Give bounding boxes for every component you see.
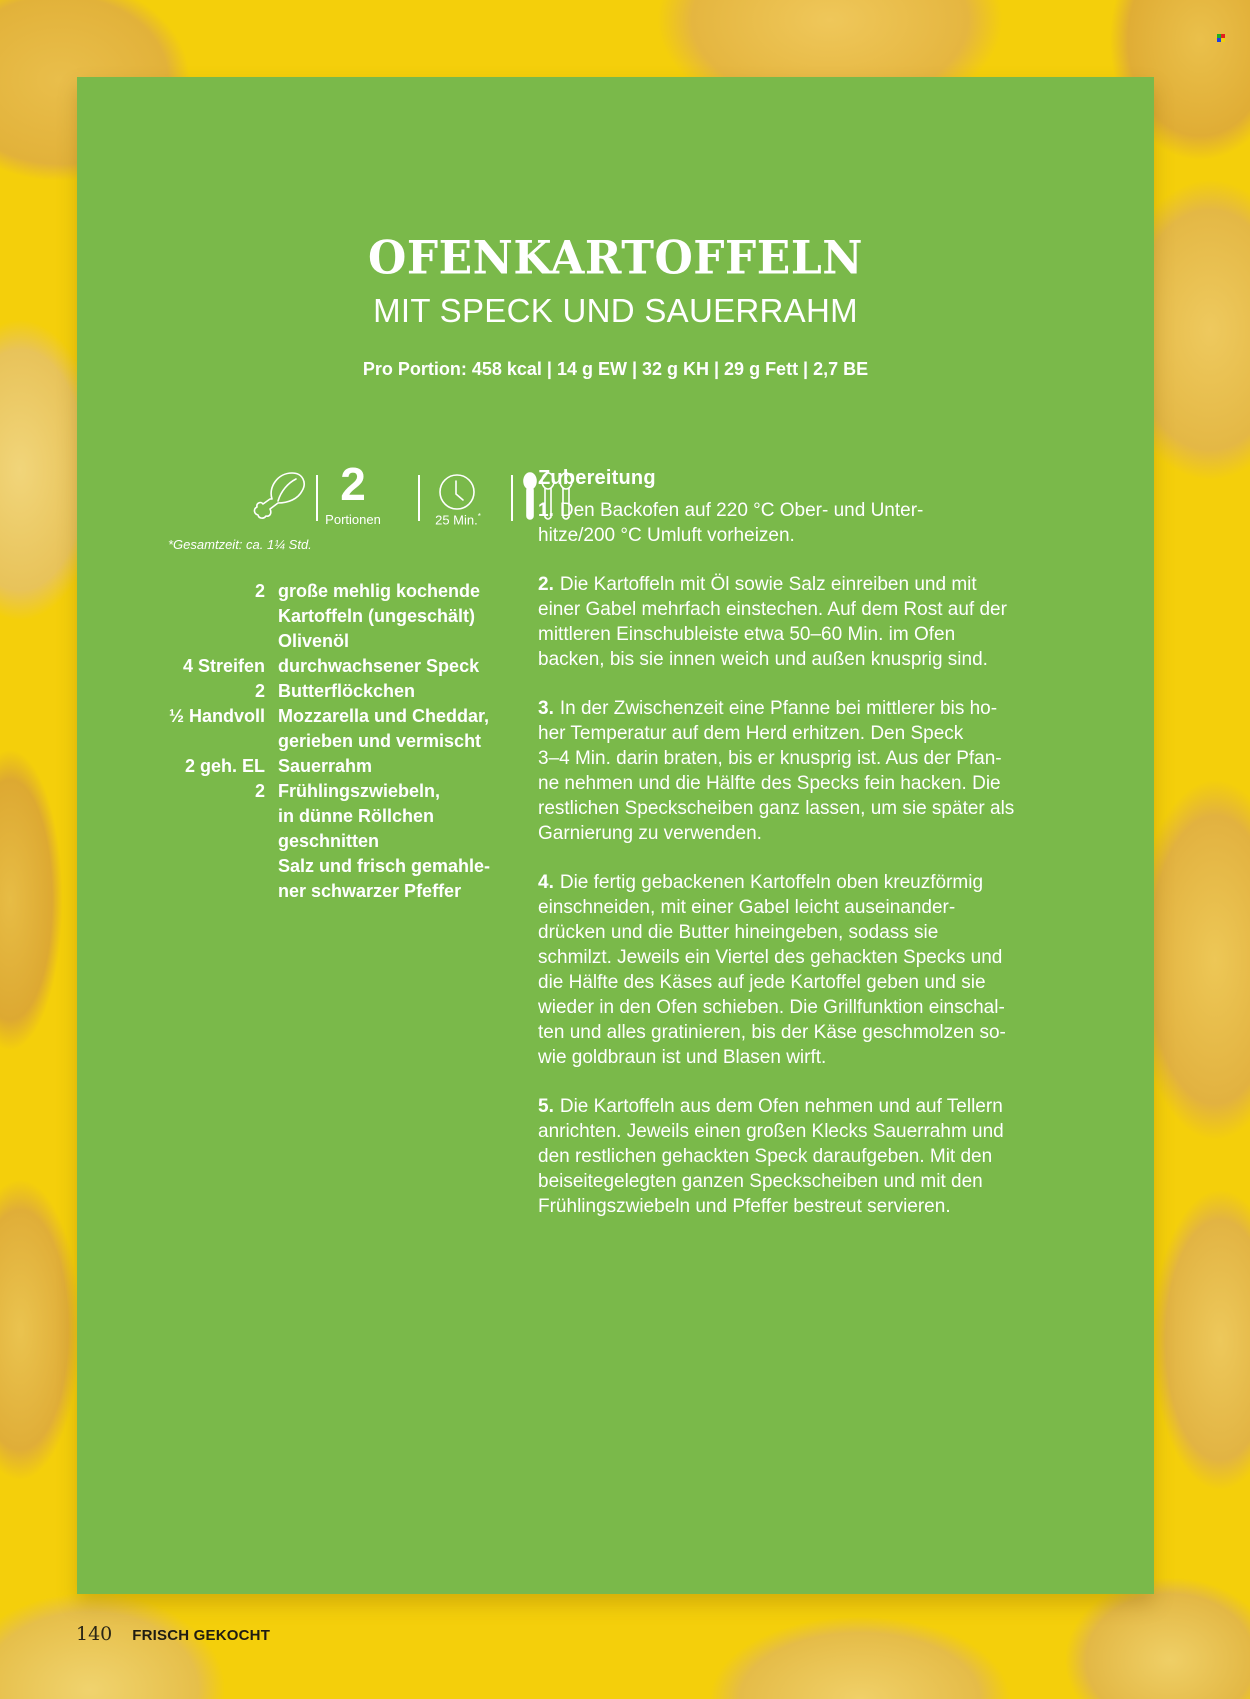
ingredient-name: Sauerrahm — [278, 756, 373, 776]
ingredient-row — [77, 754, 497, 779]
ingredient-name: Butterflöckchen — [278, 681, 416, 701]
instructions-heading: Zubereitung — [538, 467, 656, 489]
ingredient-qty — [77, 629, 278, 654]
ingredient-row — [77, 854, 497, 904]
instruction-step: 1. Den Backofen auf 220 °C Ober- und Unter- hitze/200 °C Umluft vorheizen. — [538, 500, 924, 546]
instructions — [538, 467, 1098, 1243]
ingredient-row — [77, 654, 497, 679]
ingredient-qty: 2 — [254, 781, 265, 801]
section-name: FRISCH GEKOCHT — [132, 1627, 271, 1644]
page-footer — [76, 1623, 270, 1645]
ingredient-name: Frühlingszwiebeln, in dünne Röllchen geschnitten — [278, 781, 441, 851]
step-number: 3. — [538, 698, 554, 719]
instruction-step: 3. In der Zwischenzeit eine Pfanne bei mittlerer bis ho- her Temperatur auf dem Herd erhitzen. Den Speck 3–4 Min. darin braten, bis er knusprig ist. Aus der Pfan- ne nehmen und die Hälfte des Specks fein hacken. Die restlichen Speckscheiben ganz lassen, um sie später als Garnierung zu verwenden. — [538, 698, 1015, 844]
ingredient-qty: ½ Handvoll — [168, 706, 265, 726]
recipe-title: OFENKARTOFFELN — [368, 231, 863, 286]
ingredient-row — [77, 579, 497, 629]
step-number: 5. — [538, 1096, 554, 1117]
recipe-subtitle: MIT SPECK UND SAUERRAHM — [373, 292, 858, 329]
page-number: 140 — [76, 1623, 113, 1645]
instruction-step: 4. Die fertig gebackenen Kartoffeln oben kreuzförmig einschneiden, mit einer Gabel leicht auseinander- drücken und die Butter hineingeben, sodass sie schmilzt. Jeweils ein Viertel des gehackten Specks und die Hälfte des Käses auf jede Kartoffel geben und sie wieder in den Ofen schieben. Die Grillfunktion einschal- ten und alles gratinieren, bis der Käse geschmolzen so- wie goldbraun ist und Blasen wirft. — [538, 872, 1006, 1068]
instruction-step: 5. Die Kartoffeln aus dem Ofen nehmen und auf Tellern anrichten. Jeweils einen großen Klecks Sauerrahm und den restlichen gehackten Speck daraufgeben. Mit den beiseitegelegten ganzen Speckscheiben und mit den Frühlingszwiebeln und Pfeffer bestreut servieren. — [538, 1096, 1004, 1217]
ingredient-row — [77, 704, 497, 754]
step-number: 2. — [538, 574, 554, 595]
portions-label: Portionen — [325, 512, 381, 527]
ingredient-qty — [77, 854, 278, 904]
clock-icon — [438, 473, 476, 511]
spoon-filled — [524, 473, 536, 519]
nutrition-info: Pro Portion: 458 kcal | 14 g EW | 32 g KH | 29 g Fett | 2,7 BE — [362, 359, 869, 379]
ingredient-qty: 2 — [254, 681, 265, 701]
portions-value: 2 — [340, 458, 366, 510]
time-value: 25 Min.* — [435, 512, 481, 528]
ingredient-qty: 4 Streifen — [182, 656, 265, 676]
ingredient-row — [77, 779, 497, 854]
ingredient-list — [77, 579, 497, 904]
ingredient-name: Salz und frisch gemahle- ner schwarzer Pfeffer — [278, 856, 491, 901]
color-marker-icon — [1217, 34, 1225, 42]
ingredient-name: Mozzarella und Cheddar, gerieben und vermischt — [278, 706, 490, 751]
ingredient-name: große mehlig kochende Kartoffeln (ungeschält) — [278, 581, 481, 626]
ingredient-qty: 2 geh. EL — [184, 756, 265, 776]
instruction-step: 2. Die Kartoffeln mit Öl sowie Salz einreiben und mit einer Gabel mehrfach einstechen. Auf dem Rost auf der mittleren Einschubleiste etwa 50–60 Min. im Ofen backen, bis sie innen weich und außen knusprig sind. — [538, 574, 1007, 670]
step-number: 4. — [538, 872, 554, 893]
ingredient-row — [77, 629, 497, 654]
ingredient-name: durchwachsener Speck — [278, 656, 480, 676]
recipe-panel — [77, 77, 1154, 1594]
recipe-meta — [170, 458, 500, 547]
ingredient-name: Olivenöl — [278, 631, 350, 651]
meta-divider — [511, 475, 513, 521]
total-time-footnote: *Gesamtzeit: ca. 1¼ Std. — [168, 537, 312, 552]
ingredient-qty: 2 — [254, 581, 265, 601]
ingredient-row — [77, 679, 497, 704]
step-number: 1. — [538, 500, 554, 521]
